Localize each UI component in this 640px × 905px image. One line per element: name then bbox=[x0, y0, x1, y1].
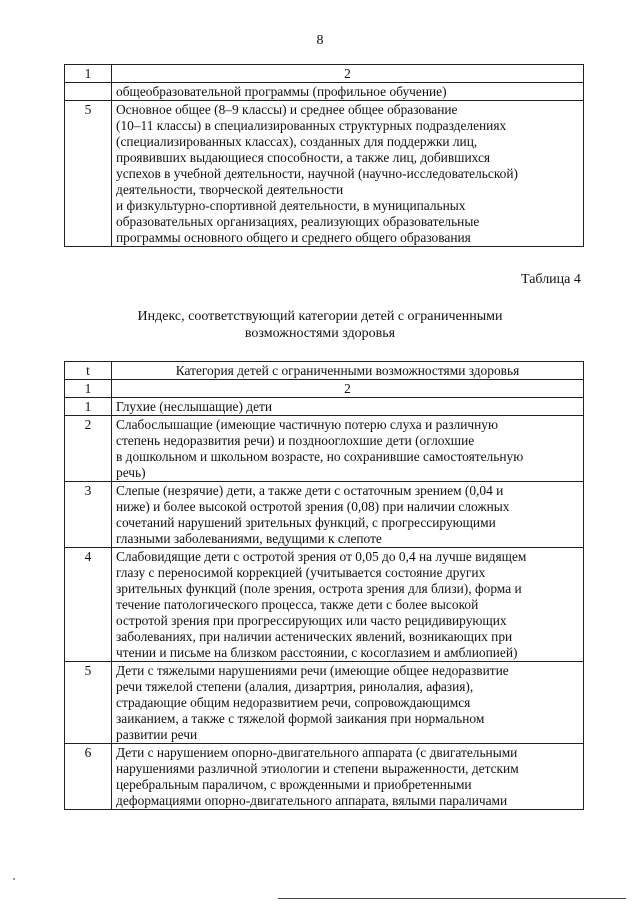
page-number: 8 bbox=[316, 33, 324, 48]
row-index: 4 bbox=[65, 548, 112, 662]
text-line: развитии речи bbox=[116, 727, 198, 742]
text-line: успехов в учебной деятельности, научной (научно-исследовательской) bbox=[116, 166, 519, 181]
text-line: речь) bbox=[116, 465, 146, 480]
text-line: ниже) и более высокой остротой зрения (0,08) при наличии сложных bbox=[116, 499, 510, 514]
bottom-rule bbox=[278, 898, 626, 899]
row-text bbox=[112, 482, 584, 548]
row-index: 5 bbox=[65, 662, 112, 744]
row-text bbox=[112, 398, 584, 416]
row-text bbox=[112, 548, 584, 662]
continued-table-header-row bbox=[65, 65, 584, 83]
table-title bbox=[120, 308, 520, 342]
text-line: речи тяжелой степени (алалия, дизартрия, ринолалия, афазия), bbox=[116, 679, 474, 694]
table-header-row bbox=[65, 362, 584, 380]
continued-table bbox=[64, 64, 584, 247]
text-line: остротой зрения при прогрессирующих или часто рецидивирующих bbox=[116, 613, 507, 628]
table-4 bbox=[64, 361, 584, 810]
table-numbering-row bbox=[65, 380, 584, 398]
text-line: чтении и письме на близком расстоянии, с косоглазием и амблиопией) bbox=[116, 645, 518, 660]
row-index: 1 bbox=[65, 398, 112, 416]
header-category: Категория детей с ограниченными возможностями здоровья bbox=[112, 362, 584, 380]
text-line: глазными заболеваниями, ведущими к слепоте bbox=[116, 531, 382, 546]
text-line: Дети с нарушением опорно-двигательного аппарата (с двигательными bbox=[116, 745, 518, 760]
table-row bbox=[65, 101, 584, 247]
text-line: (10–11 классы) в специализированных структурных подразделениях bbox=[116, 118, 507, 133]
text-line: Слабовидящие дети с остротой зрения от 0,05 до 0,4 на лучше видящем bbox=[116, 549, 527, 564]
row-index: 5 bbox=[65, 101, 112, 247]
text-line: заиканием, а также с тяжелой формой заикания при нормальном bbox=[116, 711, 485, 726]
table-row bbox=[65, 482, 584, 548]
table-title-line: Индекс, соответствующий категории детей с ограниченными bbox=[137, 309, 503, 324]
table-row bbox=[65, 416, 584, 482]
numbering-cell-2: 2 bbox=[112, 380, 584, 398]
row-text bbox=[112, 662, 584, 744]
text-line: деятельности, творческой деятельности bbox=[116, 182, 344, 197]
text-line: Глухие (неслышащие) дети bbox=[116, 399, 273, 414]
text-line: степень недоразвития речи) и позднооглохшие дети (оглохшие bbox=[116, 433, 475, 448]
text-line: (специализированных классах), созданных для поддержки лиц, bbox=[116, 134, 478, 149]
text-line: общеобразовательной программы (профильное обучение) bbox=[116, 84, 447, 99]
text-line: деформациями опорно-двигательного аппарата, вялыми параличами bbox=[116, 793, 508, 808]
table-row bbox=[65, 744, 584, 810]
header-cell-1: 1 bbox=[65, 65, 112, 83]
text-line: программы основного общего и среднего общего образования bbox=[116, 230, 471, 245]
row-index: 3 bbox=[65, 482, 112, 548]
text-line: заболеваниях, при наличии астенических явлений, возникающих при bbox=[116, 629, 513, 644]
header-index: t bbox=[65, 362, 112, 380]
numbering-cell-1: 1 bbox=[65, 380, 112, 398]
text-line: течение патологического процесса, также дети с более высокой bbox=[116, 597, 479, 612]
row-text bbox=[112, 101, 584, 247]
header-cell-2: 2 bbox=[112, 65, 584, 83]
table-row bbox=[65, 83, 584, 101]
text-line: зрительных функций (поле зрения, острота зрения для близи), форма и bbox=[116, 581, 522, 596]
table-label: Таблица 4 bbox=[521, 272, 581, 287]
table-row bbox=[65, 548, 584, 662]
row-index: 6 bbox=[65, 744, 112, 810]
table-title-line: возможностями здоровья bbox=[244, 326, 396, 341]
table-row bbox=[65, 398, 584, 416]
text-line: Слепые (незрячие) дети, а также дети с остаточным зрением (0,04 и bbox=[116, 483, 504, 498]
text-line: глазу с переносимой коррекцией (учитывается состояние других bbox=[116, 565, 486, 580]
text-line: образовательных организациях, реализующих образовательные bbox=[116, 214, 480, 229]
text-line: Дети с тяжелыми нарушениями речи (имеющие общее недоразвитие bbox=[116, 663, 509, 678]
row-text bbox=[112, 416, 584, 482]
row-index: 2 bbox=[65, 416, 112, 482]
text-line: нарушениями различной этиологии и степени выраженности, детским bbox=[116, 761, 519, 776]
row-text bbox=[112, 83, 584, 101]
text-line: в дошкольном и школьном возрасте, но сохранившие самостоятельную bbox=[116, 449, 524, 464]
row-index bbox=[65, 83, 112, 101]
text-line: и физкультурно-спортивной деятельности, в муниципальных bbox=[116, 198, 466, 213]
text-line: страдающие общим недоразвитием речи, сопровождающимся bbox=[116, 695, 471, 710]
row-text bbox=[112, 744, 584, 810]
text-line: церебральным параличом, с врожденными и приобретенными bbox=[116, 777, 472, 792]
text-line: сочетаний нарушений зрительных функций, с прогрессирующими bbox=[116, 515, 496, 530]
text-line: Слабослышащие (имеющие частичную потерю слуха и различную bbox=[116, 417, 498, 432]
text-line: Основное общее (8–9 классы) и среднее общее образование bbox=[116, 102, 458, 117]
text-line: проявивших выдающиеся способности, а также лиц, добившихся bbox=[116, 150, 491, 165]
table-row bbox=[65, 662, 584, 744]
scan-speck bbox=[13, 878, 15, 880]
